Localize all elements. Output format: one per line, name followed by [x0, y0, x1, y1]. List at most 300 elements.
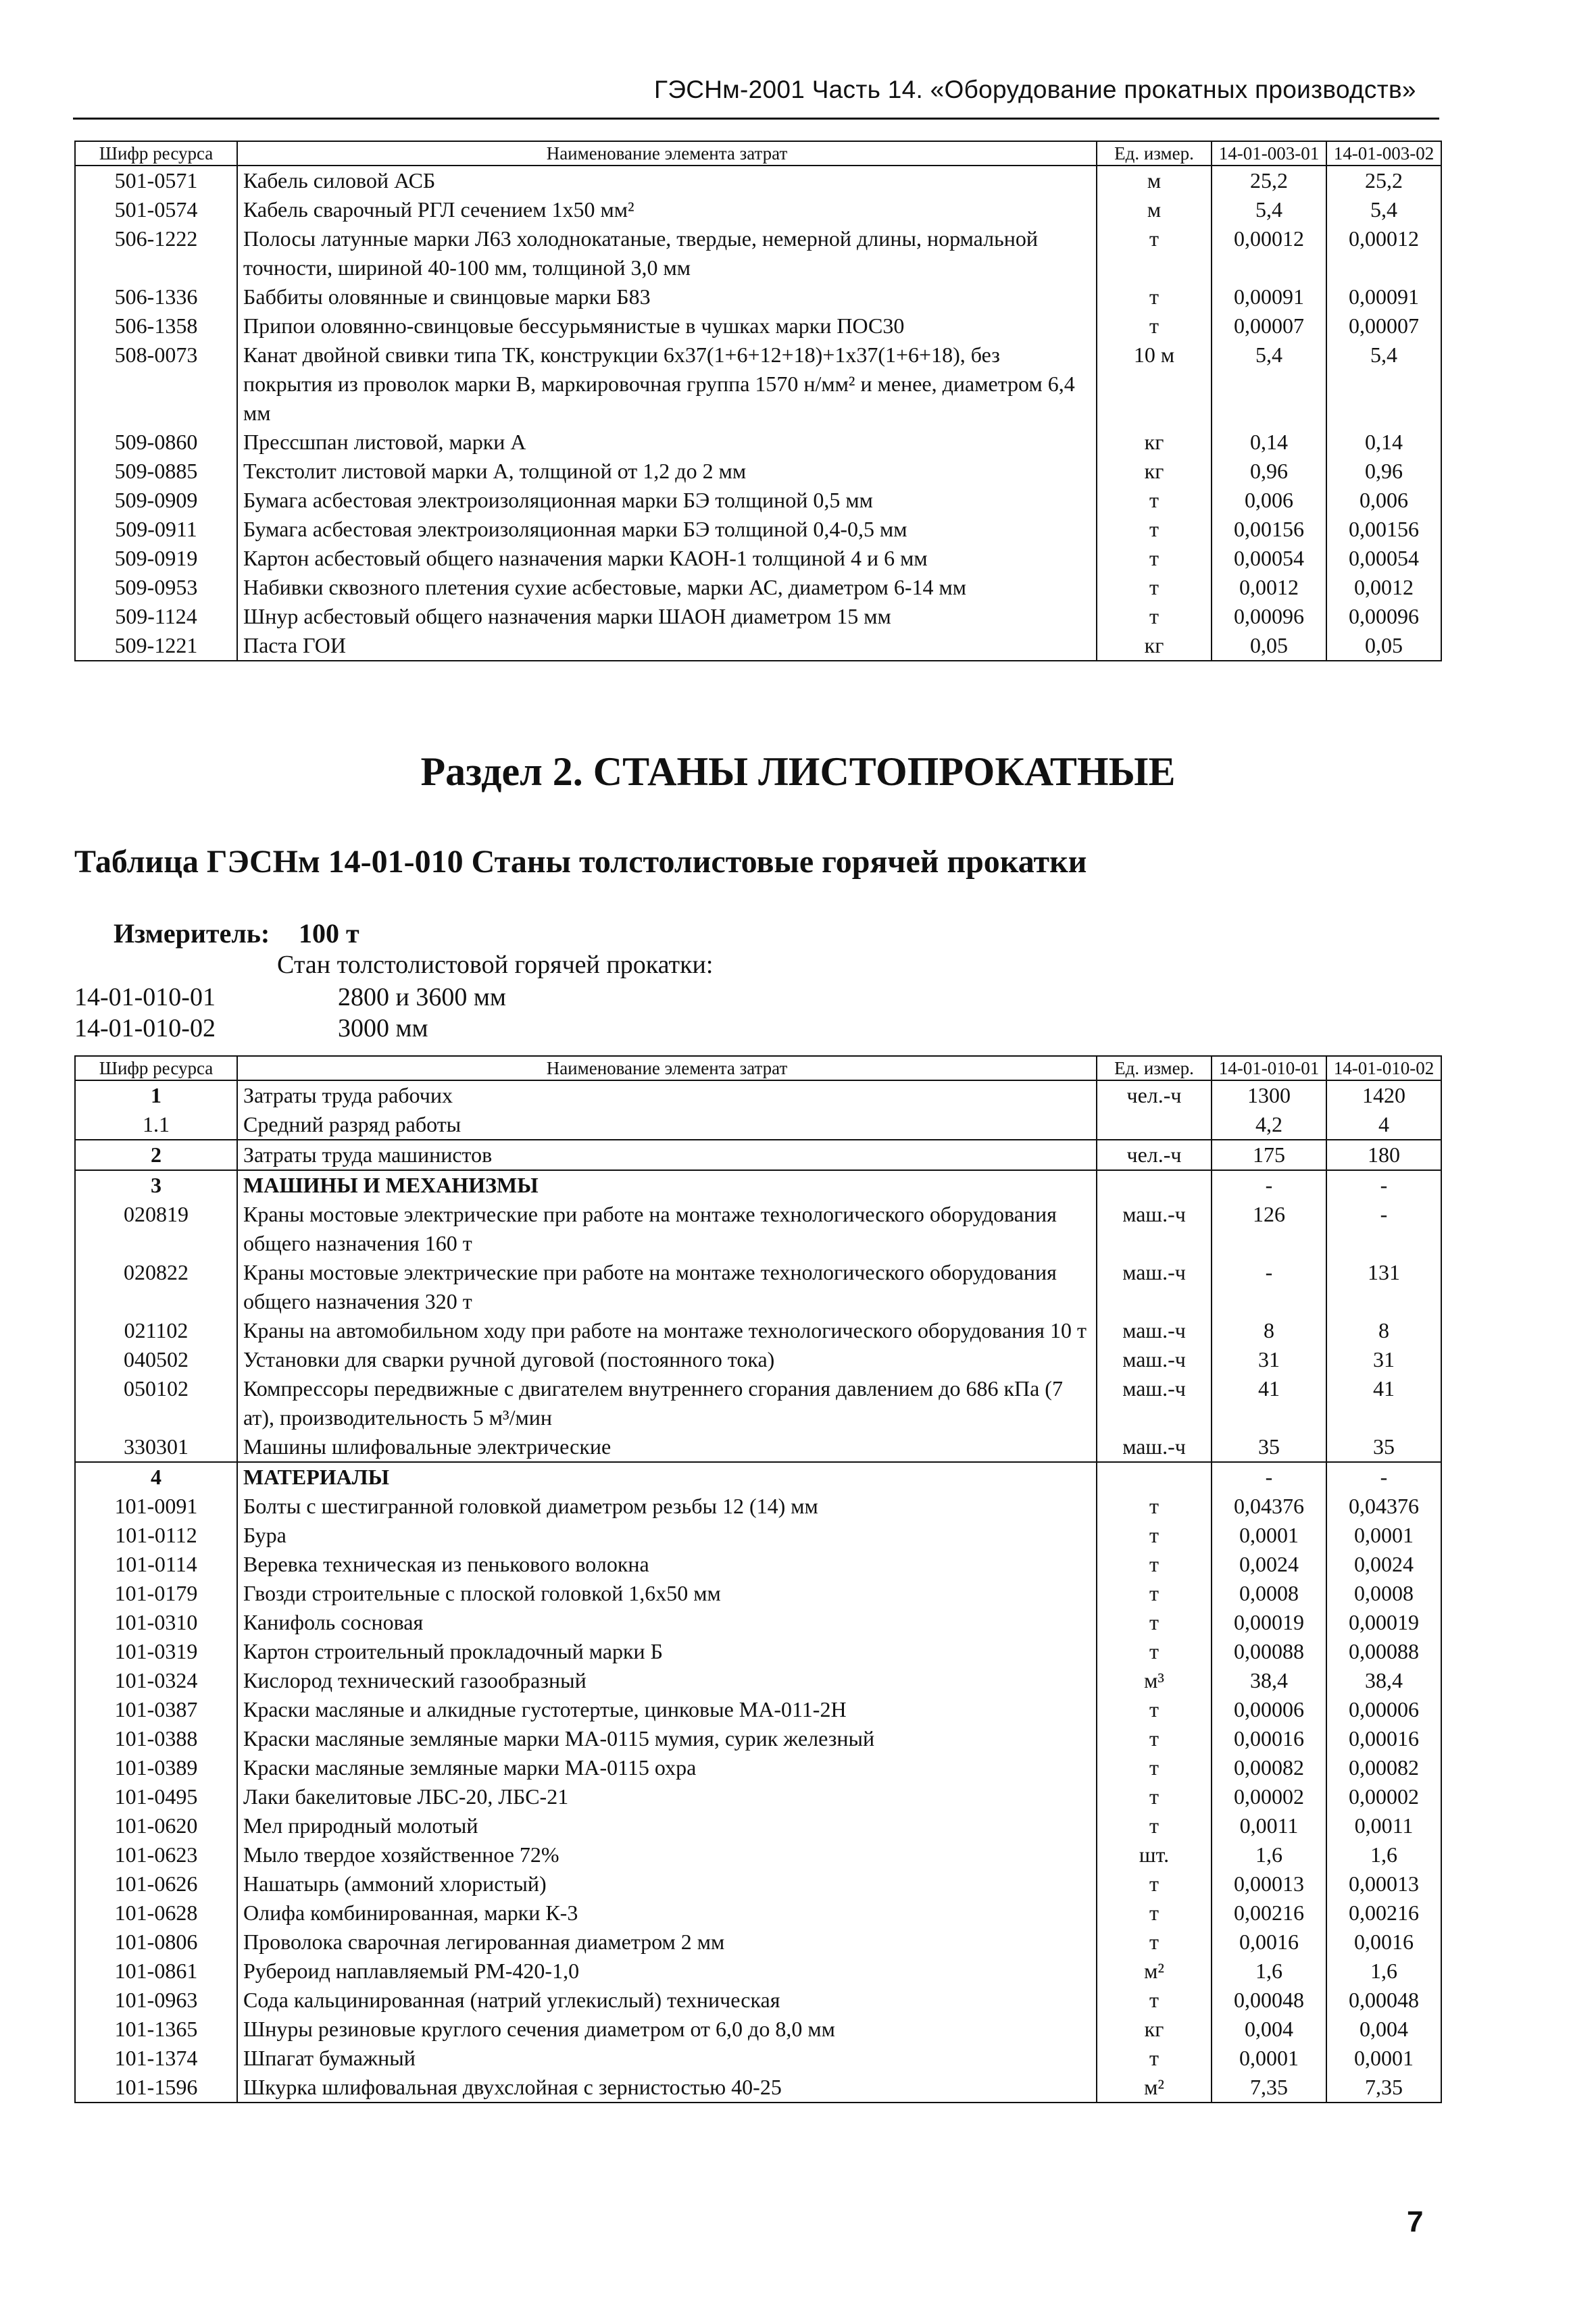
header-rule	[73, 118, 1439, 120]
value-variant-2: 0,00019	[1326, 1608, 1441, 1637]
resource-code: 101-1365	[75, 2015, 237, 2044]
value-variant-1: 0,006	[1212, 486, 1326, 515]
resource-name: МАТЕРИАЛЫ	[237, 1462, 1097, 1492]
resource-name: Нашатырь (аммоний хлористый)	[237, 1869, 1097, 1898]
resource-code: 101-0319	[75, 1637, 237, 1666]
resource-name: Проволока сварочная легированная диаметром 2 мм	[237, 1928, 1097, 1957]
value-variant-2: 41	[1326, 1374, 1441, 1432]
value-variant-2: 180	[1326, 1140, 1441, 1170]
table-row	[75, 1374, 1441, 1432]
value-variant-1: 0,00019	[1212, 1608, 1326, 1637]
table-row	[75, 515, 1441, 544]
column-header-unit: Ед. измер.	[1097, 141, 1212, 166]
unit-cell: т	[1097, 1986, 1212, 2015]
unit-cell: т	[1097, 1724, 1212, 1753]
value-variant-2: 0,14	[1326, 428, 1441, 457]
resource-name: Кабель силовой АСБ	[237, 166, 1097, 195]
value-variant-2: 1420	[1326, 1080, 1441, 1110]
value-variant-2: -	[1326, 1462, 1441, 1492]
resource-code: 101-0179	[75, 1579, 237, 1608]
value-variant-2: 4	[1326, 1110, 1441, 1140]
unit-cell: т	[1097, 1898, 1212, 1928]
table-row	[75, 1840, 1441, 1869]
resource-code: 040502	[75, 1345, 237, 1374]
value-variant-1: 0,00048	[1212, 1986, 1326, 2015]
value-variant-2: 0,00007	[1326, 311, 1441, 341]
resource-code: 101-0620	[75, 1811, 237, 1840]
resource-code: 101-1374	[75, 2044, 237, 2073]
unit-cell: м²	[1097, 2073, 1212, 2103]
resource-name: Набивки сквозного плетения сухие асбестовые, марки АС, диаметром 6-14 мм	[237, 573, 1097, 602]
value-variant-1: 38,4	[1212, 1666, 1326, 1695]
unit-cell: т	[1097, 602, 1212, 631]
resource-code: 509-1221	[75, 631, 237, 661]
resource-code: 101-0626	[75, 1869, 237, 1898]
variant-code: 14-01-010-02	[74, 1014, 216, 1042]
unit-cell: кг	[1097, 428, 1212, 457]
value-variant-2: 8	[1326, 1316, 1441, 1345]
variant-size: 3000 мм	[338, 1014, 428, 1042]
variant-code: 14-01-010-01	[74, 983, 216, 1011]
resource-code: 509-0909	[75, 486, 237, 515]
table-row	[75, 1957, 1441, 1986]
value-variant-1: 1,6	[1212, 1840, 1326, 1869]
value-variant-1: -	[1212, 1462, 1326, 1492]
value-variant-2: 0,0016	[1326, 1928, 1441, 1957]
resource-name: Бумага асбестовая электроизоляционная марки БЭ толщиной 0,4-0,5 мм	[237, 515, 1097, 544]
resource-code: 101-0861	[75, 1957, 237, 1986]
resource-code: 101-0310	[75, 1608, 237, 1637]
value-variant-2: 1,6	[1326, 1957, 1441, 1986]
resource-name: Олифа комбинированная, марки К-3	[237, 1898, 1097, 1928]
resource-name: Краны на автомобильном ходу при работе на монтаже технологического оборудования 10 т	[237, 1316, 1097, 1345]
resource-code: 101-0628	[75, 1898, 237, 1928]
table-row	[75, 573, 1441, 602]
table-row	[75, 195, 1441, 224]
value-variant-1: 0,04376	[1212, 1492, 1326, 1521]
resource-code: 101-1596	[75, 2073, 237, 2103]
resource-code: 3	[75, 1170, 237, 1200]
resource-code: 020819	[75, 1200, 237, 1258]
value-variant-1: 1300	[1212, 1080, 1326, 1110]
value-variant-2: 0,0011	[1326, 1811, 1441, 1840]
value-variant-2: 38,4	[1326, 1666, 1441, 1695]
resource-name: Прессшпан листовой, марки А	[237, 428, 1097, 457]
resource-name: Паста ГОИ	[237, 631, 1097, 661]
unit-cell: м	[1097, 195, 1212, 224]
value-variant-2: -	[1326, 1170, 1441, 1200]
table-row	[75, 282, 1441, 311]
value-variant-2: 5,4	[1326, 195, 1441, 224]
resource-name: Канифоль сосновая	[237, 1608, 1097, 1637]
resource-name: Кислород технический газообразный	[237, 1666, 1097, 1695]
resource-name: Лаки бакелитовые ЛБС-20, ЛБС-21	[237, 1782, 1097, 1811]
value-variant-1: 0,00096	[1212, 602, 1326, 631]
table-row	[75, 1579, 1441, 1608]
resource-name: Текстолит листовой марки А, толщиной от 1,2 до 2 мм	[237, 457, 1097, 486]
table-row	[75, 2044, 1441, 2073]
value-variant-1: 0,00002	[1212, 1782, 1326, 1811]
resource-code: 509-0860	[75, 428, 237, 457]
resource-name: Полосы латунные марки Л63 холоднокатаные, твердые, немерной длины, нормальной точности, шириной 40-100 мм, толщиной 3,0 мм	[237, 224, 1097, 282]
table-header-row	[75, 1056, 1441, 1080]
unit-cell: т	[1097, 2044, 1212, 2073]
resource-code: 101-0388	[75, 1724, 237, 1753]
resource-name: Мел природный молотый	[237, 1811, 1097, 1840]
table-row	[75, 166, 1441, 195]
unit-cell: т	[1097, 282, 1212, 311]
resource-name: Затраты труда рабочих	[237, 1080, 1097, 1110]
resource-name: Веревка техническая из пенькового волокна	[237, 1550, 1097, 1579]
resource-code: 101-0963	[75, 1986, 237, 2015]
table-row	[75, 1462, 1441, 1492]
resource-code: 330301	[75, 1432, 237, 1462]
value-variant-1: 0,00082	[1212, 1753, 1326, 1782]
meter-label: Измеритель:	[114, 918, 270, 949]
unit-cell: маш.-ч	[1097, 1345, 1212, 1374]
resource-table-body	[75, 1080, 1441, 2103]
value-variant-1: -	[1212, 1258, 1326, 1316]
value-variant-2: 0,05	[1326, 631, 1441, 661]
column-header-unit: Ед. измер.	[1097, 1056, 1212, 1080]
meter-value: 100 т	[299, 918, 359, 949]
resource-code: 501-0571	[75, 166, 237, 195]
table-row	[75, 1666, 1441, 1695]
value-variant-2: 0,00156	[1326, 515, 1441, 544]
table-row	[75, 631, 1441, 661]
resource-code: 101-0806	[75, 1928, 237, 1957]
unit-cell: шт.	[1097, 1840, 1212, 1869]
value-variant-1: 0,00091	[1212, 282, 1326, 311]
resource-code: 509-0953	[75, 573, 237, 602]
value-variant-1: 0,00013	[1212, 1869, 1326, 1898]
resource-name: Гвозди строительные с плоской головкой 1,6х50 мм	[237, 1579, 1097, 1608]
resource-name: Машины шлифовальные электрические	[237, 1432, 1097, 1462]
table-row	[75, 1140, 1441, 1170]
value-variant-2: 31	[1326, 1345, 1441, 1374]
unit-cell: т	[1097, 1579, 1212, 1608]
value-variant-1: 0,00156	[1212, 515, 1326, 544]
resource-name: Шнур асбестовый общего назначения марки ШАОН диаметром 15 мм	[237, 602, 1097, 631]
table-row	[75, 2073, 1441, 2103]
value-variant-1: 0,0024	[1212, 1550, 1326, 1579]
unit-cell: маш.-ч	[1097, 1432, 1212, 1462]
value-variant-1: 0,00088	[1212, 1637, 1326, 1666]
resource-name: Средний разряд работы	[237, 1110, 1097, 1140]
value-variant-1: 41	[1212, 1374, 1326, 1432]
resource-name: Кабель сварочный РГЛ сечением 1х50 мм²	[237, 195, 1097, 224]
value-variant-2: 35	[1326, 1432, 1441, 1462]
resource-name: Краски масляные земляные марки МА-0115 мумия, сурик железный	[237, 1724, 1097, 1753]
table-row	[75, 1695, 1441, 1724]
unit-cell: т	[1097, 1492, 1212, 1521]
value-variant-1: 0,00012	[1212, 224, 1326, 282]
resource-code: 508-0073	[75, 341, 237, 428]
value-variant-2: 0,00006	[1326, 1695, 1441, 1724]
resource-name: Затраты труда машинистов	[237, 1140, 1097, 1170]
value-variant-1: 0,0008	[1212, 1579, 1326, 1608]
value-variant-2: 131	[1326, 1258, 1441, 1316]
resource-name: Мыло твердое хозяйственное 72%	[237, 1840, 1097, 1869]
unit-cell: т	[1097, 1782, 1212, 1811]
value-variant-2: 0,00013	[1326, 1869, 1441, 1898]
column-header-name: Наименование элемента затрат	[237, 1056, 1097, 1080]
resource-name: Рубероид наплавляемый РМ-420-1,0	[237, 1957, 1097, 1986]
resource-code: 101-0324	[75, 1666, 237, 1695]
table-row	[75, 1316, 1441, 1345]
value-variant-1: 0,004	[1212, 2015, 1326, 2044]
value-variant-1: 0,00216	[1212, 1898, 1326, 1928]
resource-code: 506-1336	[75, 282, 237, 311]
resource-name: Картон асбестовый общего назначения марки КАОН-1 толщиной 4 и 6 мм	[237, 544, 1097, 573]
resource-code: 2	[75, 1140, 237, 1170]
unit-cell	[1097, 1110, 1212, 1140]
column-header-code: Шифр ресурса	[75, 1056, 237, 1080]
resource-name: Краны мостовые электрические при работе на монтаже технологического оборудования общего назначения 320 т	[237, 1258, 1097, 1316]
column-header-variant-2: 14-01-003-02	[1326, 141, 1441, 166]
value-variant-2: 0,00054	[1326, 544, 1441, 573]
value-variant-2: 0,00048	[1326, 1986, 1441, 2015]
unit-cell: кг	[1097, 2015, 1212, 2044]
unit-cell: т	[1097, 1608, 1212, 1637]
unit-cell: маш.-ч	[1097, 1316, 1212, 1345]
unit-cell: 10 м	[1097, 341, 1212, 428]
value-variant-1: 1,6	[1212, 1957, 1326, 1986]
resource-name: Шпагат бумажный	[237, 2044, 1097, 2073]
value-variant-1: 4,2	[1212, 1110, 1326, 1140]
resource-code: 101-0114	[75, 1550, 237, 1579]
unit-cell: т	[1097, 1811, 1212, 1840]
table-row	[75, 1200, 1441, 1258]
table-row	[75, 1080, 1441, 1110]
resource-code: 509-0911	[75, 515, 237, 544]
value-variant-1: 126	[1212, 1200, 1326, 1258]
resource-name: Сода кальцинированная (натрий углекислый) техническая	[237, 1986, 1097, 2015]
table-row	[75, 1898, 1441, 1928]
unit-cell: м²	[1097, 1957, 1212, 1986]
resource-code: 509-0885	[75, 457, 237, 486]
table-row	[75, 1637, 1441, 1666]
variant-size: 2800 и 3600 мм	[338, 983, 506, 1011]
value-variant-2: 0,0001	[1326, 1521, 1441, 1550]
value-variant-1: 0,00016	[1212, 1724, 1326, 1753]
unit-cell: чел.-ч	[1097, 1080, 1212, 1110]
column-header-variant-1: 14-01-003-01	[1212, 141, 1326, 166]
resource-code: 101-0623	[75, 1840, 237, 1869]
value-variant-1: 5,4	[1212, 195, 1326, 224]
unit-cell: т	[1097, 1521, 1212, 1550]
unit-cell: м	[1097, 166, 1212, 195]
table-row	[75, 1345, 1441, 1374]
resource-code: 101-0495	[75, 1782, 237, 1811]
value-variant-1: 5,4	[1212, 341, 1326, 428]
unit-cell: т	[1097, 311, 1212, 341]
table-row	[75, 224, 1441, 282]
column-header-code: Шифр ресурса	[75, 141, 237, 166]
unit-cell: т	[1097, 515, 1212, 544]
table-row	[75, 1492, 1441, 1521]
value-variant-1: 0,05	[1212, 631, 1326, 661]
unit-cell: кг	[1097, 457, 1212, 486]
resource-code: 506-1222	[75, 224, 237, 282]
resource-code: 1.1	[75, 1110, 237, 1140]
value-variant-1: 0,96	[1212, 457, 1326, 486]
table-row	[75, 1782, 1441, 1811]
table-header-row	[75, 141, 1441, 166]
table-title: Таблица ГЭСНм 14-01-010 Станы толстолистовые горячей прокатки	[74, 844, 1087, 880]
resource-code: 509-1124	[75, 602, 237, 631]
value-variant-1: 0,0011	[1212, 1811, 1326, 1840]
table-row	[75, 1724, 1441, 1753]
unit-cell: маш.-ч	[1097, 1258, 1212, 1316]
resource-name: Болты с шестигранной головкой диаметром резьбы 12 (14) мм	[237, 1492, 1097, 1521]
resource-name: Компрессоры передвижные с двигателем внутреннего сгорания давлением до 686 кПа (7 ат), производительность 5 м³/мин	[237, 1374, 1097, 1432]
table-row	[75, 341, 1441, 428]
column-header-variant-2: 14-01-010-02	[1326, 1056, 1441, 1080]
resource-code: 1	[75, 1080, 237, 1110]
resource-name: Шнуры резиновые круглого сечения диаметром от 6,0 до 8,0 мм	[237, 2015, 1097, 2044]
value-variant-1: 0,00006	[1212, 1695, 1326, 1724]
value-variant-1: 0,0001	[1212, 2044, 1326, 2073]
unit-cell: т	[1097, 1869, 1212, 1898]
resource-code: 506-1358	[75, 311, 237, 341]
unit-cell: т	[1097, 1928, 1212, 1957]
value-variant-1: -	[1212, 1170, 1326, 1200]
column-header-variant-1: 14-01-010-01	[1212, 1056, 1326, 1080]
section-title: Раздел 2. СТАНЫ ЛИСТОПРОКАТНЫЕ	[420, 749, 1176, 794]
resource-code: 101-0389	[75, 1753, 237, 1782]
table-row	[75, 544, 1441, 573]
table-row	[75, 311, 1441, 341]
value-variant-2: 0,04376	[1326, 1492, 1441, 1521]
value-variant-1: 7,35	[1212, 2073, 1326, 2103]
value-variant-2: 0,0024	[1326, 1550, 1441, 1579]
resource-name: Краски масляные и алкидные густотертые, цинковые МА-011-2Н	[237, 1695, 1097, 1724]
value-variant-2: 0,00002	[1326, 1782, 1441, 1811]
table-row	[75, 1258, 1441, 1316]
value-variant-2: 0,00012	[1326, 224, 1441, 282]
value-variant-1: 0,00007	[1212, 311, 1326, 341]
resource-name: Картон строительный прокладочный марки Б	[237, 1637, 1097, 1666]
unit-cell: чел.-ч	[1097, 1140, 1212, 1170]
unit-cell: т	[1097, 1550, 1212, 1579]
unit-cell: т	[1097, 1695, 1212, 1724]
resource-code: 021102	[75, 1316, 237, 1345]
value-variant-2: 25,2	[1326, 166, 1441, 195]
unit-cell: м³	[1097, 1666, 1212, 1695]
running-header: ГЭСНм-2001 Часть 14. «Оборудование прокатных производств»	[654, 76, 1416, 103]
resource-name: МАШИНЫ И МЕХАНИЗМЫ	[237, 1170, 1097, 1200]
value-variant-1: 31	[1212, 1345, 1326, 1374]
value-variant-1: 0,0012	[1212, 573, 1326, 602]
table-row	[75, 1432, 1441, 1462]
resource-name: Припои оловянно-свинцовые бессурьмянистые в чушках марки ПОС30	[237, 311, 1097, 341]
resource-code: 101-0091	[75, 1492, 237, 1521]
unit-cell: кг	[1097, 631, 1212, 661]
resource-table-body	[75, 166, 1441, 661]
table-row	[75, 486, 1441, 515]
resource-code: 020822	[75, 1258, 237, 1316]
value-variant-2: 0,00091	[1326, 282, 1441, 311]
value-variant-2: 0,96	[1326, 457, 1441, 486]
resource-code: 4	[75, 1462, 237, 1492]
resource-name: Баббиты оловянные и свинцовые марки Б83	[237, 282, 1097, 311]
unit-cell: т	[1097, 224, 1212, 282]
table-row	[75, 1928, 1441, 1957]
table-row	[75, 1753, 1441, 1782]
resource-table-14-01-010	[74, 1055, 1442, 2103]
unit-cell: т	[1097, 544, 1212, 573]
value-variant-2: 0,00088	[1326, 1637, 1441, 1666]
unit-cell: т	[1097, 573, 1212, 602]
table-row	[75, 457, 1441, 486]
value-variant-2: 0,0012	[1326, 573, 1441, 602]
value-variant-1: 0,00054	[1212, 544, 1326, 573]
value-variant-2: 0,004	[1326, 2015, 1441, 2044]
resource-name: Канат двойной свивки типа ТК, конструкции 6х37(1+6+12+18)+1х37(1+6+18), без покрытия из проволок марки В, маркировочная группа 1570 н/мм² и менее, диаметром 6,4 мм	[237, 341, 1097, 428]
value-variant-2: 0,006	[1326, 486, 1441, 515]
resource-name: Краны мостовые электрические при работе на монтаже технологического оборудования общего назначения 160 т	[237, 1200, 1097, 1258]
table-row	[75, 1869, 1441, 1898]
value-variant-1: 175	[1212, 1140, 1326, 1170]
column-header-name: Наименование элемента затрат	[237, 141, 1097, 166]
table-row	[75, 1811, 1441, 1840]
unit-cell: т	[1097, 486, 1212, 515]
value-variant-2: 5,4	[1326, 341, 1441, 428]
table-row	[75, 602, 1441, 631]
page-number: 7	[1407, 2205, 1424, 2238]
unit-cell: маш.-ч	[1097, 1200, 1212, 1258]
value-variant-1: 8	[1212, 1316, 1326, 1345]
value-variant-2: 0,0001	[1326, 2044, 1441, 2073]
table-row	[75, 1986, 1441, 2015]
table-row	[75, 1110, 1441, 1140]
resource-table-14-01-003	[74, 141, 1442, 661]
resource-name: Бумага асбестовая электроизоляционная марки БЭ толщиной 0,5 мм	[237, 486, 1097, 515]
value-variant-1: 0,0001	[1212, 1521, 1326, 1550]
value-variant-2: 0,00016	[1326, 1724, 1441, 1753]
table-row	[75, 1521, 1441, 1550]
table-row	[75, 2015, 1441, 2044]
value-variant-2: -	[1326, 1200, 1441, 1258]
resource-code: 050102	[75, 1374, 237, 1432]
table-row	[75, 428, 1441, 457]
value-variant-2: 0,00216	[1326, 1898, 1441, 1928]
value-variant-2: 1,6	[1326, 1840, 1441, 1869]
resource-code: 501-0574	[75, 195, 237, 224]
resource-code: 101-0387	[75, 1695, 237, 1724]
table-row	[75, 1608, 1441, 1637]
value-variant-2: 7,35	[1326, 2073, 1441, 2103]
value-variant-1: 0,0016	[1212, 1928, 1326, 1957]
resource-name: Бура	[237, 1521, 1097, 1550]
value-variant-1: 35	[1212, 1432, 1326, 1462]
value-variant-2: 0,00082	[1326, 1753, 1441, 1782]
value-variant-1: 25,2	[1212, 166, 1326, 195]
resource-name: Установки для сварки ручной дуговой (постоянного тока)	[237, 1345, 1097, 1374]
value-variant-1: 0,14	[1212, 428, 1326, 457]
resource-name: Шкурка шлифовальная двухслойная с зернистостью 40-25	[237, 2073, 1097, 2103]
unit-cell: маш.-ч	[1097, 1374, 1212, 1432]
unit-cell: т	[1097, 1637, 1212, 1666]
resource-name: Краски масляные земляные марки МА-0115 охра	[237, 1753, 1097, 1782]
table-row	[75, 1170, 1441, 1200]
unit-cell: т	[1097, 1753, 1212, 1782]
value-variant-2: 0,0008	[1326, 1579, 1441, 1608]
resource-code: 509-0919	[75, 544, 237, 573]
value-variant-2: 0,00096	[1326, 602, 1441, 631]
variant-caption: Стан толстолистовой горячей прокатки:	[277, 951, 714, 979]
